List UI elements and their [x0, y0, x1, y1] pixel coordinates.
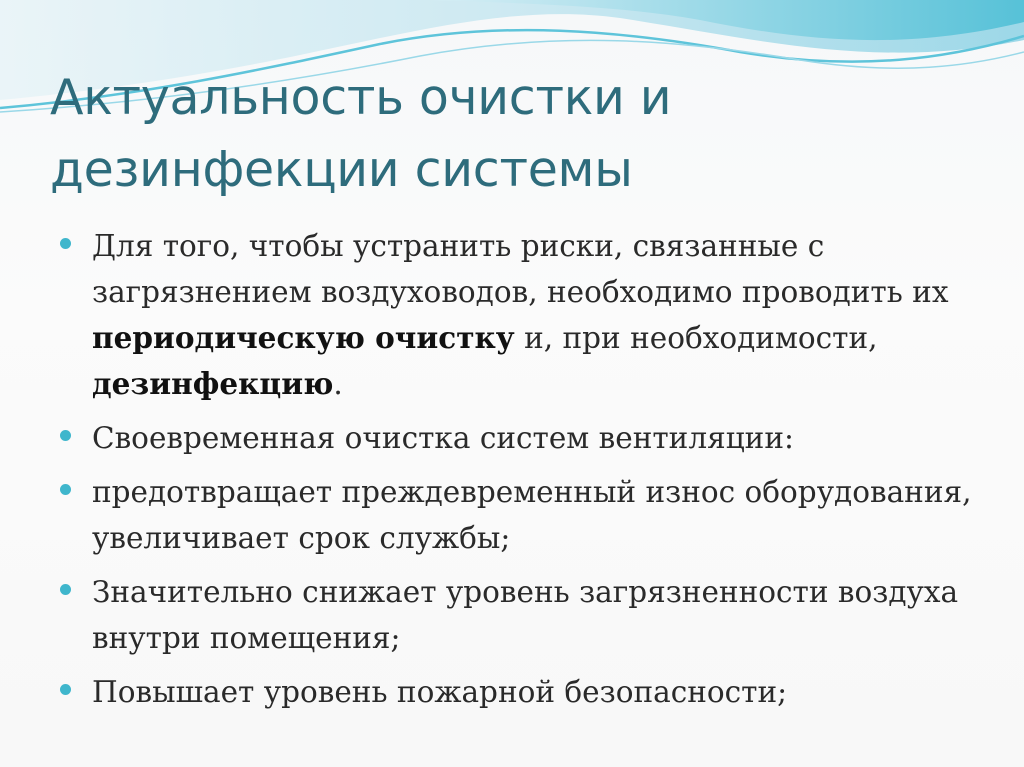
title-line-2: дезинфекции системы: [50, 141, 633, 198]
bullet-item: предотвращает преждевременный износ оборудования, увеличивает срок службы;: [58, 469, 988, 561]
bullet-dot-icon: [60, 684, 71, 695]
bullet-dot-icon: [60, 484, 71, 495]
bullet-dot-icon: [60, 238, 71, 249]
bullet-dot-icon: [60, 430, 71, 441]
title-line-1: Актуальность очистки и: [50, 69, 672, 126]
bold-phrase-disinfection: дезинфекцию: [92, 366, 334, 401]
bullet-item: Своевременная очистка систем вентиляции:: [58, 415, 988, 461]
bullet-list: [58, 223, 988, 723]
bullet-item: Для того, чтобы устранить риски, связанные с загрязнением воздуховодов, необходимо проводить их периодическую очистку и, при необходимости, дезинфекцию.: [58, 223, 988, 407]
bold-phrase-periodic-cleaning: периодическую очистку: [92, 320, 515, 355]
bullet-item: Повышает уровень пожарной безопасности;: [58, 669, 988, 715]
bullet-item: Значительно снижает уровень загрязненности воздуха внутри помещения;: [58, 569, 988, 661]
slide-title: [50, 62, 990, 206]
bullet-dot-icon: [60, 584, 71, 595]
